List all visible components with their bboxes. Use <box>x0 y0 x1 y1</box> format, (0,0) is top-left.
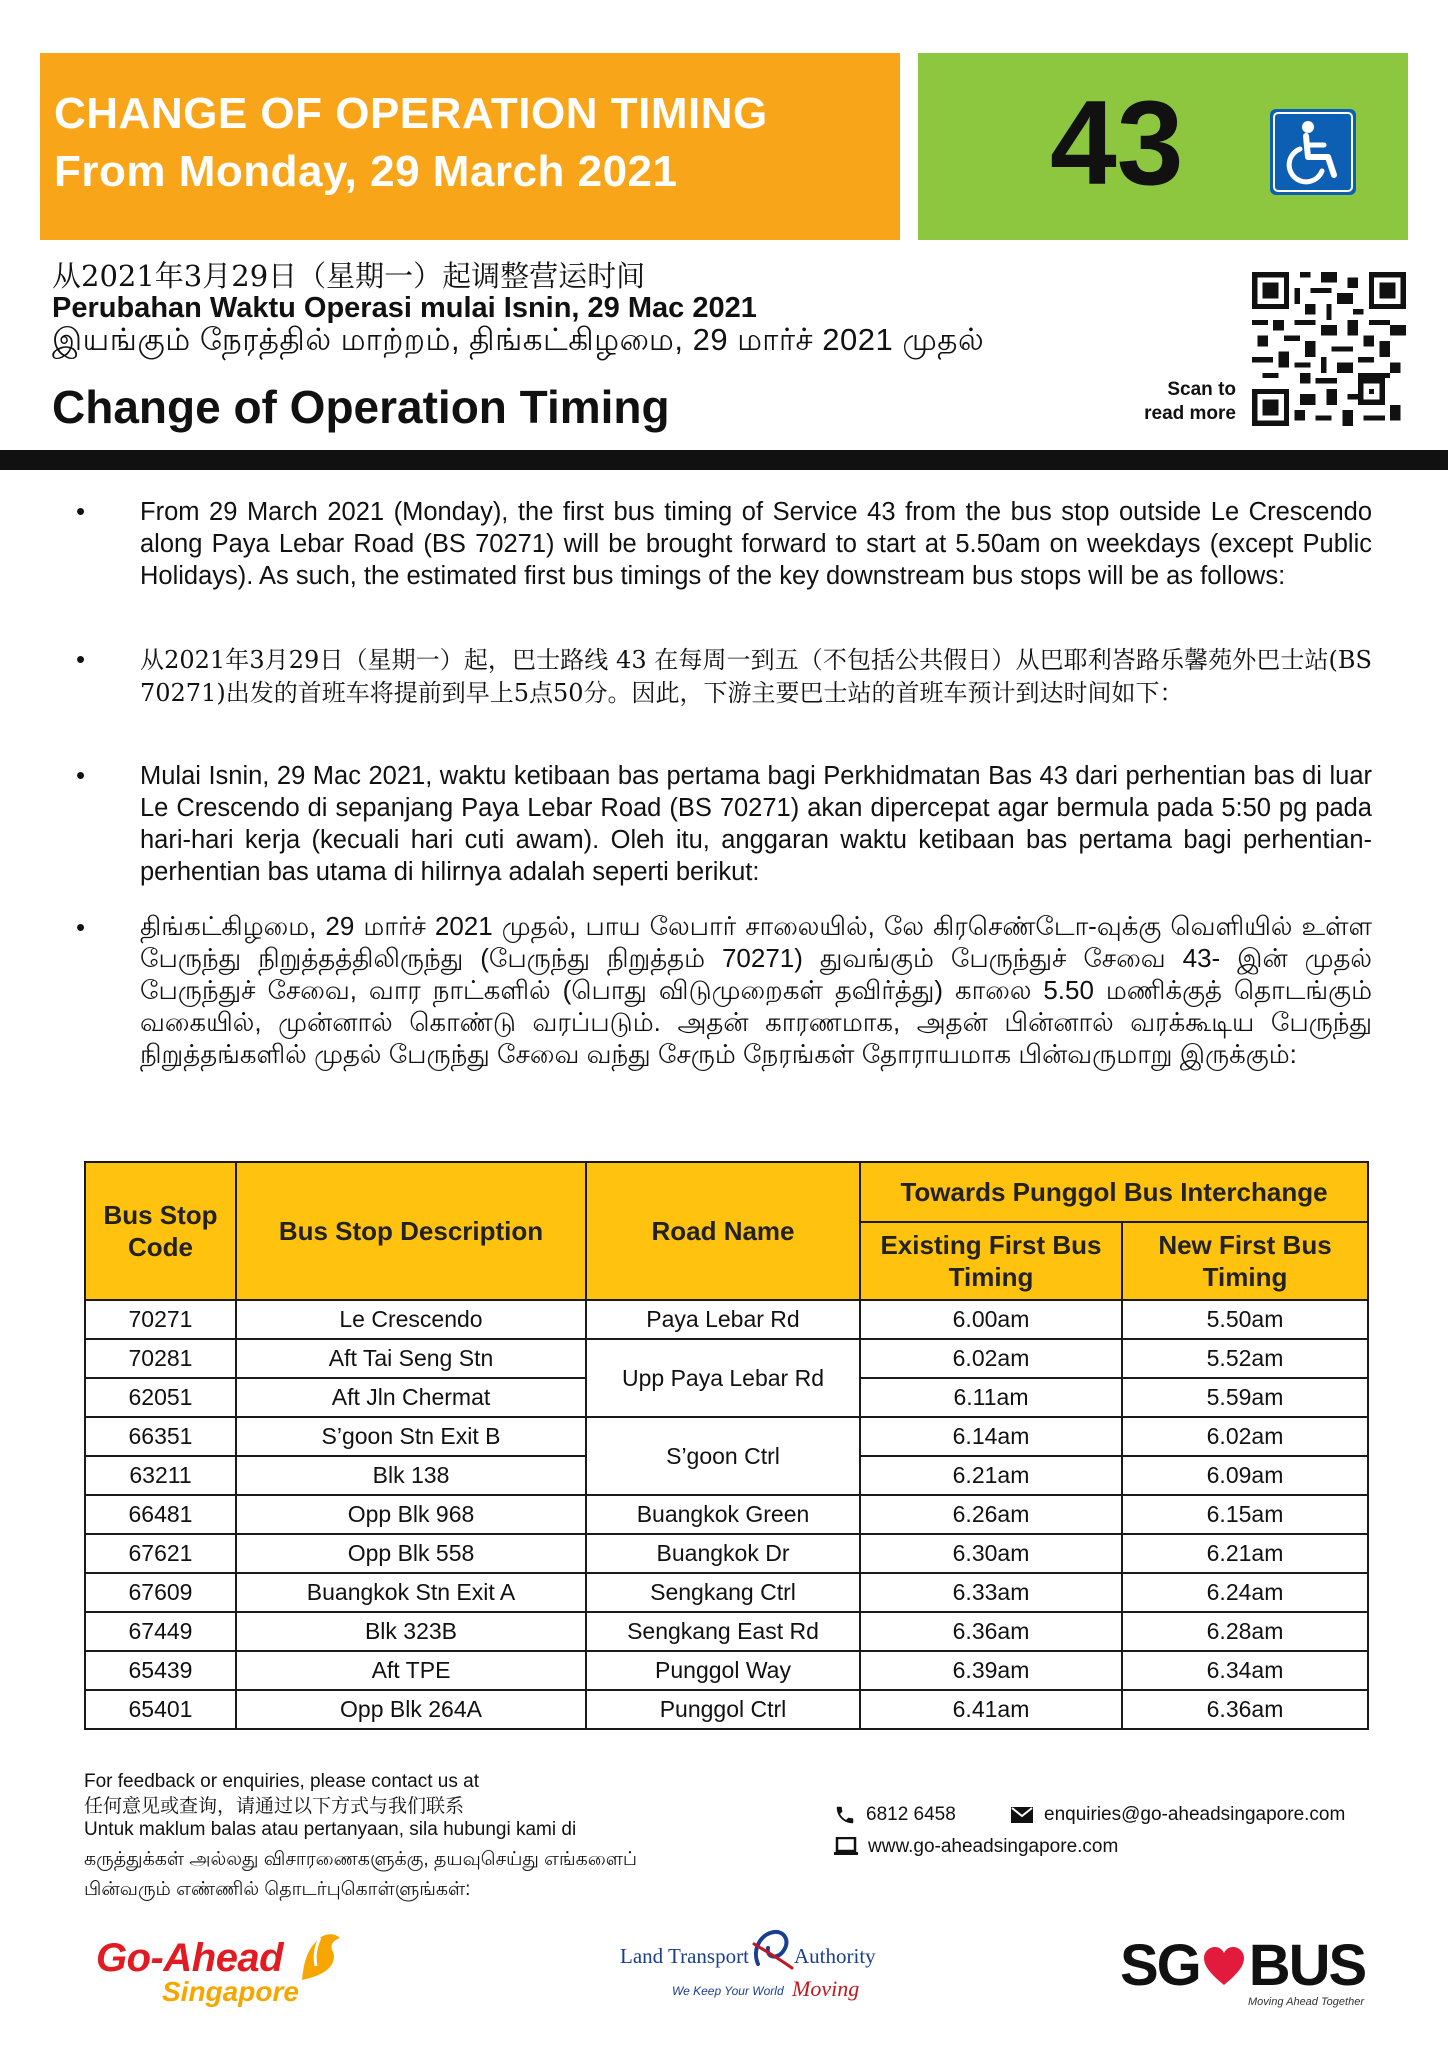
email-address: enquiries@go-aheadsingapore.com <box>1044 1804 1346 1825</box>
timing-table <box>84 1161 1369 1730</box>
email-contact[interactable] <box>1010 1804 1345 1826</box>
computer-icon <box>834 1837 858 1857</box>
cell-description: Buangkok Stn Exit A <box>236 1573 586 1612</box>
header-title-line2: From Monday, 29 March 2021 <box>54 147 678 196</box>
cell-code: 62051 <box>85 1378 236 1417</box>
title-malay: Perubahan Waktu Operasi mulai Isnin, 29 Mac 2021 <box>52 292 757 324</box>
cell-new: 6.15am <box>1122 1495 1368 1534</box>
table-row <box>85 1651 1368 1690</box>
cell-description: Aft Jln Chermat <box>236 1378 586 1417</box>
go-ahead-logo <box>96 1936 299 2007</box>
table-row <box>85 1417 1368 1456</box>
cell-new: 6.34am <box>1122 1651 1368 1690</box>
cell-existing: 6.00am <box>860 1300 1122 1339</box>
cell-description: Le Crescendo <box>236 1300 586 1339</box>
table-row <box>85 1534 1368 1573</box>
cell-new: 5.52am <box>1122 1339 1368 1378</box>
cell-road: Punggol Ctrl <box>586 1690 860 1729</box>
qr-caption-line2: read more <box>1144 403 1236 424</box>
title-english: Change of Operation Timing <box>52 381 670 433</box>
footer-line-malay: Untuk maklum balas atau pertanyaan, sila hubungi kami di <box>84 1819 577 1840</box>
cell-code: 67449 <box>85 1612 236 1651</box>
cell-description: Opp Blk 558 <box>236 1534 586 1573</box>
cell-existing: 6.36am <box>860 1612 1122 1651</box>
cell-description: Opp Blk 968 <box>236 1495 586 1534</box>
cell-code: 65401 <box>85 1690 236 1729</box>
cell-road: Sengkang Ctrl <box>586 1573 860 1612</box>
bullet-malay: Mulai Isnin, 29 Mac 2021, waktu ketibaan bas pertama bagi Perkhidmatan Bas 43 dari perhentian bas di luar Le Crescendo di sepanjang Paya Lebar Road (BS 70271) akan dipercepat agar bermula pada 5:50 pg pada hari-hari kerja (kecuali hari cuti awam). Oleh itu, anggaran waktu ketibaan bas pertama bagi perhentian-perhentian bas utama di hilirnya adalah seperti berikut: <box>140 762 1372 886</box>
header-title-banner <box>40 53 900 240</box>
qr-code[interactable] <box>1252 272 1406 426</box>
cell-new: 6.21am <box>1122 1534 1368 1573</box>
sgbus-tagline: Moving Ahead Together <box>1248 1996 1364 2008</box>
cell-existing: 6.30am <box>860 1534 1122 1573</box>
table-row <box>85 1495 1368 1534</box>
website-link[interactable] <box>834 1836 1118 1858</box>
heart-icon <box>1202 1945 1246 1989</box>
go-ahead-subtitle: Singapore <box>162 1976 299 2007</box>
bullet-english: From 29 March 2021 (Monday), the first bus timing of Service 43 from the bus stop outside Le Crescendo along Paya Lebar Road (BS 70271) will be brought forward to start at 5.50am on weekdays (except Public Holidays). As such, the estimated first bus timings of the key downstream bus stops will be as follows: <box>140 498 1372 590</box>
title-chinese: 从2021年3月29日（星期一）起调整营运时间 <box>52 259 646 293</box>
cell-existing: 6.26am <box>860 1495 1122 1534</box>
sgbus-wordmark-sg: SG <box>1120 1933 1200 1998</box>
cell-road: Sengkang East Rd <box>586 1612 860 1651</box>
cell-existing: 6.21am <box>860 1456 1122 1495</box>
cell-code: 66351 <box>85 1417 236 1456</box>
footer-line-english: For feedback or enquiries, please contact us at <box>84 1771 480 1792</box>
cell-code: 70271 <box>85 1300 236 1339</box>
cell-road: Punggol Way <box>586 1651 860 1690</box>
header-title-line1: CHANGE OF OPERATION TIMING <box>54 89 768 138</box>
cell-code: 63211 <box>85 1456 236 1495</box>
cell-existing: 6.11am <box>860 1378 1122 1417</box>
lta-name-part1: Land Transport <box>620 1944 749 1968</box>
cell-description: Blk 138 <box>236 1456 586 1495</box>
cell-code: 67621 <box>85 1534 236 1573</box>
cell-new: 5.59am <box>1122 1378 1368 1417</box>
table-row <box>85 1690 1368 1729</box>
cell-new: 6.24am <box>1122 1573 1368 1612</box>
footer-line-tamil-1: கருத்துக்கள் அல்லது விசாரணைகளுக்கு, தயவுசெய்து எங்களைப் <box>84 1849 638 1870</box>
cell-description: Aft TPE <box>236 1651 586 1690</box>
cell-new: 6.28am <box>1122 1612 1368 1651</box>
footer-line-chinese: 任何意见或查询，请通过以下方式与我们联系 <box>84 1795 465 1817</box>
cell-existing: 6.33am <box>860 1573 1122 1612</box>
table-row <box>85 1612 1368 1651</box>
lta-emblem-icon <box>748 1928 794 1972</box>
cell-description: Opp Blk 264A <box>236 1690 586 1729</box>
header-existing-timing: Existing First Bus Timing <box>860 1222 1122 1300</box>
cell-new: 5.50am <box>1122 1300 1368 1339</box>
bullet-chinese: 从2021年3月29日（星期一）起，巴士路线 43 在每周一到五（不包括公共假日）从巴耶利峇路乐馨苑外巴士站(BS 70271)出发的首班车将提前到早上5点50分。因此，下游主要巴士站的首班车预计到达时间如下： <box>140 646 1372 707</box>
cell-code: 70281 <box>85 1339 236 1378</box>
cell-description: Aft Tai Seng Stn <box>236 1339 586 1378</box>
cell-existing: 6.02am <box>860 1339 1122 1378</box>
lion-icon <box>294 1930 344 1986</box>
website-url: www.go-aheadsingapore.com <box>868 1836 1119 1857</box>
header-divider <box>0 450 1448 470</box>
bullet-marker: • <box>76 912 86 942</box>
lta-logo <box>620 1928 880 2018</box>
bullet-tamil: திங்கட்கிழமை, 29 மார்ச் 2021 முதல், பாய லேபார் சாலையில், லே கிரசெண்டோ-வுக்கு வெளியில் உள்ள பேருந்து நிறுத்தத்திலிருந்து (பேருந்து நிறுத்தம் 70271) துவங்கும் பேருந்துச் சேவை 43- இன் முதல் பேருந்துச் சேவை, வார நாட்களில் (பொது விடுமுறைகள் தவிர்த்து) காலை 5.50 மணிக்குத் தொடங்கும் வகையில், முன்னால் கொண்டு வரப்படும். அதன் காரணமாக, அதன் பின்னால் வரக்கூடிய பேருந்து நிறுத்தங்களில் முதல் பேருந்து சேவை வந்து சேரும் நேரங்கள் தோராயமாக பின்வருமாறு இருக்கும்: <box>140 911 1372 1069</box>
header-direction: Towards Punggol Bus Interchange <box>860 1162 1368 1222</box>
route-number: 43 <box>1050 76 1184 210</box>
title-tamil: இயங்கும் நேரத்தில் மாற்றம், திங்கட்கிழமை, 29 மார்ச் 2021 முதல் <box>52 322 985 357</box>
email-icon <box>1010 1806 1034 1824</box>
wheelchair-icon <box>1270 109 1356 195</box>
cell-road: Buangkok Dr <box>586 1534 860 1573</box>
bullet-marker: • <box>76 760 86 790</box>
phone-contact[interactable] <box>834 1804 956 1826</box>
cell-road: Paya Lebar Rd <box>586 1300 860 1339</box>
table-row <box>85 1339 1368 1378</box>
cell-code: 67609 <box>85 1573 236 1612</box>
bullet-marker: • <box>76 644 86 674</box>
cell-road: Buangkok Green <box>586 1495 860 1534</box>
route-banner <box>918 53 1408 240</box>
cell-road: Upp Paya Lebar Rd <box>586 1339 860 1417</box>
sgbus-logo <box>1120 1932 1370 2022</box>
sgbus-wordmark-bus: BUS <box>1248 1933 1366 1998</box>
cell-new: 6.09am <box>1122 1456 1368 1495</box>
cell-code: 65439 <box>85 1651 236 1690</box>
footer-line-tamil-2: பின்வரும் எண்ணில் தொடர்புகொள்ளுங்கள்: <box>84 1879 471 1900</box>
cell-description: Blk 323B <box>236 1612 586 1651</box>
cell-description: S’goon Stn Exit B <box>236 1417 586 1456</box>
lta-name-part2: Authority <box>794 1944 876 1968</box>
phone-icon <box>834 1804 856 1826</box>
cell-road: S’goon Ctrl <box>586 1417 860 1495</box>
cell-existing: 6.14am <box>860 1417 1122 1456</box>
go-ahead-wordmark: Go-Ahead <box>96 1936 284 1980</box>
lta-tagline-moving: Moving <box>792 1976 860 2001</box>
bullet-marker: • <box>76 496 86 526</box>
qr-caption <box>1110 378 1236 426</box>
header-bus-stop-description: Bus Stop Description <box>236 1162 586 1300</box>
qr-caption-line1: Scan to <box>1167 379 1236 400</box>
table-row <box>85 1573 1368 1612</box>
lta-tagline: We Keep Your World <box>672 1984 784 1998</box>
cell-code: 66481 <box>85 1495 236 1534</box>
cell-existing: 6.41am <box>860 1690 1122 1729</box>
header-road-name: Road Name <box>586 1162 860 1300</box>
cell-new: 6.02am <box>1122 1417 1368 1456</box>
cell-new: 6.36am <box>1122 1690 1368 1729</box>
table-row <box>85 1300 1368 1339</box>
phone-number: 6812 6458 <box>866 1804 956 1826</box>
footer-contact-prompt <box>84 1770 637 1902</box>
header-bus-stop-code: Bus Stop Code <box>85 1162 236 1300</box>
header-new-timing: New First Bus Timing <box>1122 1222 1368 1300</box>
cell-existing: 6.39am <box>860 1651 1122 1690</box>
